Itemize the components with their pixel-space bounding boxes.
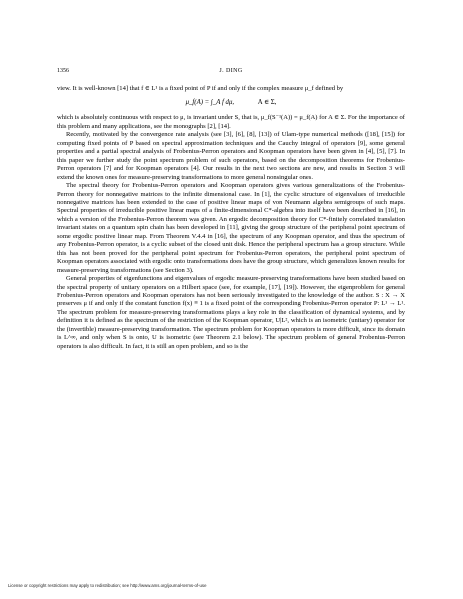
article-body xyxy=(57,85,405,351)
display-equation xyxy=(57,98,405,108)
paragraph-5: General properties of eigenfunctions and eigenvalues of ergodic measure-preserving transformations have been studied based on the spectral property of unitary operators on a Hilbert space (see, for example, [17], [19]). However, the eigenproblem for general Frobenius-Perron operators and Koopman operators has not been seriously investigated to the knowledge of the author. S : X → X preserves μ if and only if the constant function f(x) ≡ 1 is a fixed point of the corresponding Frobenius-Perron operator P: L¹ → L¹. The spectrum problem for measure-preserving transformations plays a key role in the classification of dynamical systems, and by definition it is defined as the spectrum of the restriction of the Koopman operator, U|L², which is an isometric (unitary) operator for the (invertible) measure-preserving transformation. The spectrum problem for Koopman operators is more difficult, since its domain is L^∞, and only when S is onto, U is isometric (see Theorem 2.1 below). The spectrum problem of general Frobenius-Perron operators is also difficult. In fact, it is still an open problem, and so is the xyxy=(57,275,405,350)
paragraph-3: Recently, motivated by the convergence rate analysis (see [3], [6], [8], [13]) of Ulam-type numerical methods ([18], [15]) for computing fixed points of P based on spectral approximation techniques and the Cauchy integral of operators [9], some general properties and a partial spectral analysis of Frobenius-Perron operators and Koopman operators have been given in [4], [5], [7]. In this paper we further study the point spectrum problem of such operators, based on the decomposition theorems for Frobenius-Perron operators [7] and for Koopman operators [4]. Our results in the next two sections are new, and results in Section 3 will extend the known ones for measure-preserving transformations to more general nonsingular ones. xyxy=(57,131,405,181)
equation-lhs: μ_f(A) = ∫_A f dμ, xyxy=(185,99,235,107)
equation-rhs: A ∈ Σ, xyxy=(257,99,277,107)
page-number: 1356 xyxy=(57,68,69,74)
paragraph-1: view. It is well-known [14] that f ∈ L¹ is a fixed point of P if and only if the complex measure μ_f defined by xyxy=(57,85,344,92)
copyright-notice: License or copyright restrictions may apply to redistribution; see http://www.ams.org/journal-terms-of-use xyxy=(8,583,207,588)
running-author: J. DING xyxy=(219,68,243,74)
running-header xyxy=(57,68,405,76)
paragraph-4: The spectral theory for Frobenius-Perron operators and Koopman operators gives various generalizations of the Frobenius-Perron theory for nonnegative matrices to the infinite dimensional case. In [1], the cyclic structure of eigenvalues of irreducible nonnegative matrices has been extended to the case of positive linear maps of von Neumann algebra semigroups of such maps. Spectral properties of irreducible positive linear maps of a finite-dimensional C*-algebra into itself have been described in [16], in which a version of the Frobenius-Perron theorem was given. An ergodic decomposition theory for C*-finitely correlated translation invariant states on a quantum spin chain has been developed in [11], giving the group structure of the peripheral point spectrum of some ergodic positive linear map. From Theorem V.4.4 in [16], the spectrum of any Koopman operator, and thus the spectrum of any Frobenius-Perron operator, is a cyclic subset of the closed unit disk. Hence the peripheral spectrum has a group structure. While this has not been proved for the peripheral point spectrum for Frobenius-Perron operators, the peripheral point spectrum of Koopman operators associated with ergodic onto transformations does have the group structure, which generalizes known results for measure-preserving transformations (see Section 3). xyxy=(57,182,405,274)
paragraph-2: which is absolutely continuous with respect to μ, is invariant under S, that is, μ_f(S⁻¹(A)) = μ_f(A) for A ∈ Σ. For the importance of this problem and many applications, see the monographs [2], [14]. xyxy=(57,114,405,130)
